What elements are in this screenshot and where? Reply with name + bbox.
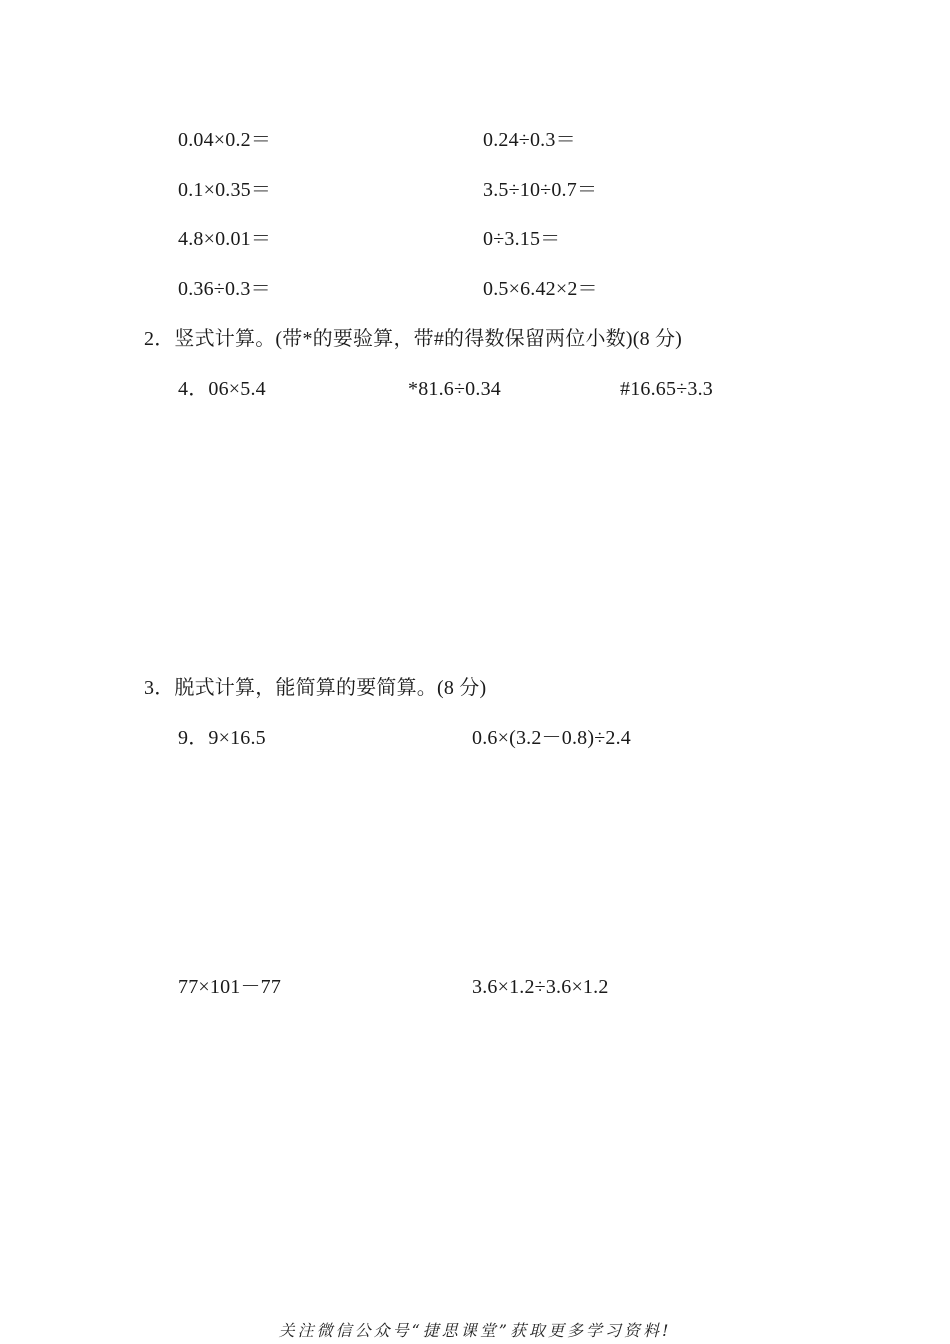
vertical-calc-problem-2: *81.6÷0.34 — [408, 378, 501, 400]
oral-calc-3-right: 0÷3.15＝ — [483, 228, 561, 250]
footer-promo-text: 关注微信公众号“捷思课堂”获取更多学习资料! — [278, 1321, 672, 1340]
oral-calc-1-right: 0.24÷0.3＝ — [483, 129, 576, 151]
vertical-calc-problem-1: 4．06×5.4 — [178, 378, 266, 400]
oral-calc-2-left: 0.1×0.35＝ — [178, 179, 272, 201]
stepwise-calc-problem-1: 9．9×16.5 — [178, 727, 266, 749]
stepwise-calc-problem-2: 0.6×(3.2－0.8)÷2.4 — [472, 727, 631, 749]
vertical-calc-problem-3: #16.65÷3.3 — [620, 378, 713, 400]
stepwise-calc-problem-3: 77×101－77 — [178, 976, 282, 998]
oral-calc-2-right: 3.5÷10÷0.7＝ — [483, 179, 598, 201]
oral-calc-4-left: 0.36÷0.3＝ — [178, 278, 271, 300]
oral-calc-4-right: 0.5×6.42×2＝ — [483, 278, 598, 300]
oral-calc-1-left: 0.04×0.2＝ — [178, 129, 272, 151]
stepwise-calc-problem-4: 3.6×1.2÷3.6×1.2 — [472, 976, 609, 998]
section-2-heading: 2．竖式计算。(带*的要验算，带#的得数保留两位小数)(8 分) — [144, 328, 683, 350]
section-3-heading: 3．脱式计算，能简算的要简算。(8 分) — [144, 677, 487, 699]
oral-calc-3-left: 4.8×0.01＝ — [178, 228, 272, 250]
